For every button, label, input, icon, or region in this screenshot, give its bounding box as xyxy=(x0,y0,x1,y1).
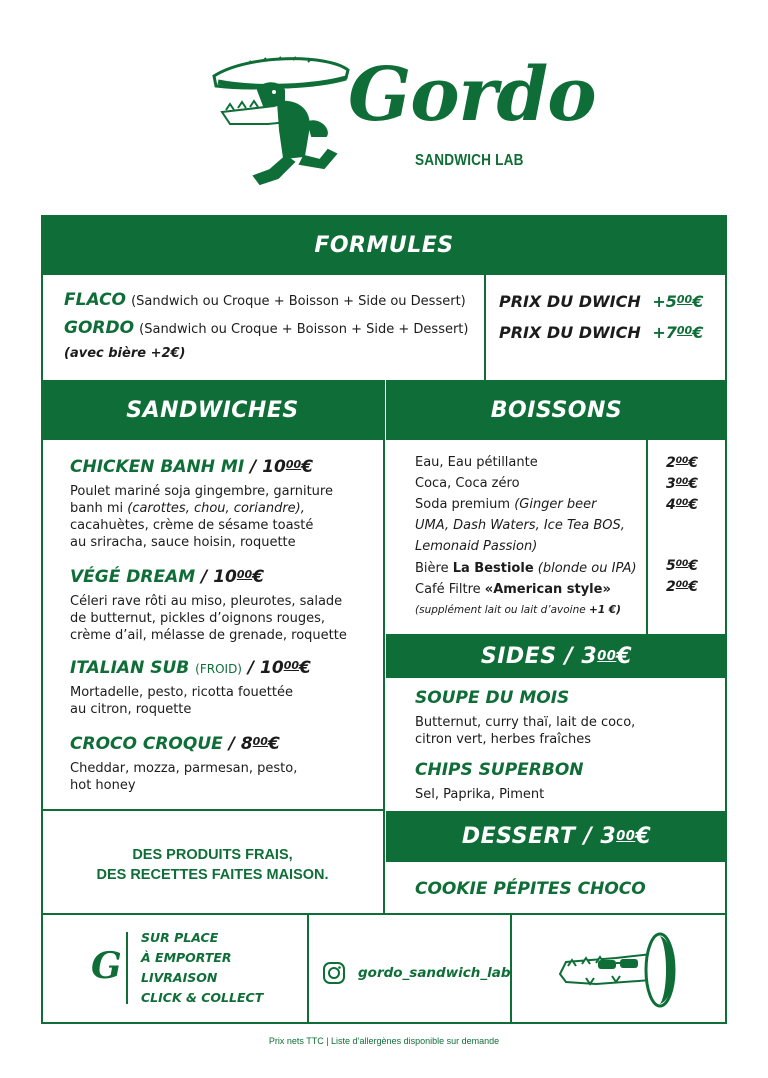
price-label: PRIX DU DWICH xyxy=(499,292,641,311)
footer-logo-divider xyxy=(126,932,128,1004)
sandwich-name: VÉGÉ DREAM / $10^{00}€$ xyxy=(70,567,265,587)
service-item: LIVRAISON xyxy=(141,970,218,985)
column-divider xyxy=(383,380,385,914)
boisson-price: $2^{00}€$ xyxy=(666,455,699,471)
crocodile-mascot-icon xyxy=(222,83,336,184)
boisson-price: $3^{00}€$ xyxy=(666,476,699,492)
services-list xyxy=(141,928,263,1008)
sandwich-name: ITALIAN SUB (FROID) / $10^{00}€$ xyxy=(70,658,311,678)
boisson-row: Eau, Eau pétillante xyxy=(415,455,538,470)
brand-name: Gordo xyxy=(348,52,596,138)
footer-divider-1 xyxy=(307,913,309,1023)
frame-left xyxy=(41,215,43,1024)
boisson-price: $4^{00}€$ xyxy=(666,497,699,513)
boissons-price-divider xyxy=(646,440,648,635)
boisson-row: Bière La Bestiole (blonde ou IPA) xyxy=(415,561,637,576)
formule-beer-note: (avec bière +2€) xyxy=(64,346,186,361)
instagram-handle: gordo_sandwich_lab xyxy=(358,965,511,981)
formule-flaco xyxy=(64,290,466,310)
boisson-price: $5^{00}€$ xyxy=(666,558,699,574)
formule-gordo-name: GORDO xyxy=(64,318,135,338)
tagline: DES PRODUITS FRAIS, DES RECETTES FAITES MAISON. xyxy=(96,847,329,883)
dessert-header: DESSERT / 3 00 € xyxy=(386,811,727,862)
frame-bottom xyxy=(41,1022,727,1024)
boisson-row: Café Filtre «American style» xyxy=(415,582,611,597)
footer-top-line xyxy=(41,913,727,915)
sandwich-item xyxy=(70,734,297,794)
sandwich-desc: Poulet mariné soja gingembre, garniture banh mi (carottes, chou, coriandre), cacahuètes, crème de sésame toasté au sriracha, sauce hoisin, roquette xyxy=(70,484,333,550)
legal-note: Prix nets TTC | Liste d’allergènes disponible sur demande xyxy=(268,1036,500,1046)
side-item-desc: Butternut, curry thaï, lait de coco, citron vert, herbes fraîches xyxy=(415,715,636,747)
sandwiches-header: SANDWICHES xyxy=(41,380,384,440)
footer-logo-g: G xyxy=(91,945,122,987)
instagram-icon xyxy=(322,961,346,985)
sandwich-item xyxy=(70,658,311,718)
formule-flaco-name: FLACO xyxy=(64,290,127,310)
service-item: CLICK & COLLECT xyxy=(141,990,264,1005)
sandwich-desc: Céleri rave rôti au miso, pleurotes, salade de butternut, pickles d’oignons rouges, crème d’ail, mélasse de grenade, roquette xyxy=(70,594,347,643)
formules-header: FORMULES xyxy=(41,215,727,275)
formule-price-flaco xyxy=(499,292,703,311)
boisson-row: (supplément lait ou lait d’avoine +1 €) xyxy=(415,604,621,616)
frame-right xyxy=(725,215,727,1024)
price-amount: $+5^{00}€$ xyxy=(652,292,704,311)
sandwich-item xyxy=(70,457,333,551)
sandwich-name: CHICKEN BANH MI / $10^{00}€$ xyxy=(70,457,314,477)
price-label: PRIX DU DWICH xyxy=(499,323,641,342)
service-item: SUR PLACE xyxy=(141,930,219,945)
sandwich-desc: Mortadelle, pesto, ricotta fouettée au citron, roquette xyxy=(70,685,293,717)
boissons-header: BOISSONS xyxy=(386,380,727,440)
boisson-row: Lemonaid Passion) xyxy=(415,539,538,554)
sandwich-icon xyxy=(214,57,348,88)
side-item-desc: Sel, Paprika, Piment xyxy=(415,787,545,802)
sides-header: SIDES / 3 00 € xyxy=(386,634,727,678)
price-amount: $+7^{00}€$ xyxy=(652,323,704,342)
boisson-row: UMA, Dash Waters, Ice Tea BOS, xyxy=(415,518,625,533)
sandwich-desc: Cheddar, mozza, parmesan, pesto, hot honey xyxy=(70,761,298,793)
boisson-row: Soda premium (Ginger beer xyxy=(415,497,597,512)
formule-gordo-desc: (Sandwich ou Croque + Boisson + Side + Dessert) xyxy=(139,322,469,337)
formule-flaco-desc: (Sandwich ou Croque + Boisson + Side ou Dessert) xyxy=(131,294,466,309)
crocodile-sunglasses-icon xyxy=(556,932,682,1010)
formule-gordo xyxy=(64,318,468,338)
brand-subtitle: SANDWICH LAB xyxy=(415,152,524,169)
side-item-name: SOUPE DU MOIS xyxy=(415,688,570,708)
side-item-name: CHIPS SUPERBON xyxy=(415,760,584,780)
boisson-price: $2^{00}€$ xyxy=(666,579,699,595)
instagram-link[interactable] xyxy=(322,961,511,985)
service-item: À EMPORTER xyxy=(141,950,232,965)
sandwich-name: CROCO CROQUE / $8^{00}€$ xyxy=(70,734,280,754)
formules-divider xyxy=(484,275,486,381)
dessert-item: COOKIE PÉPITES CHOCO xyxy=(415,879,646,899)
formule-price-gordo xyxy=(499,323,703,342)
sandwiches-bottom-line xyxy=(41,809,385,811)
sandwich-item xyxy=(70,567,347,644)
boisson-row: Coca, Coca zéro xyxy=(415,476,520,491)
